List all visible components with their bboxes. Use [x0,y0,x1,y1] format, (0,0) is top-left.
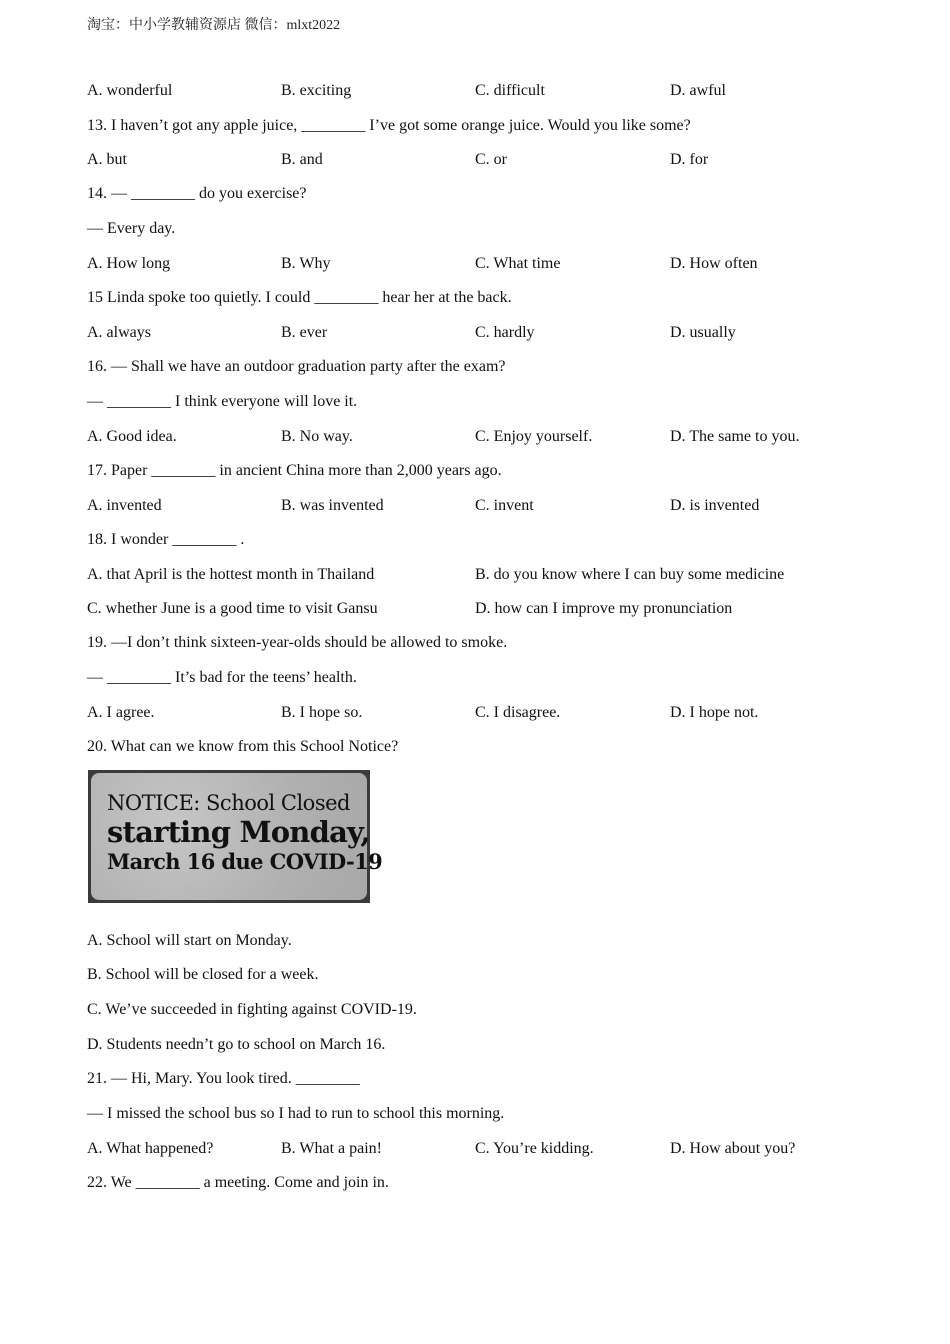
q19-option-a: A. I agree. [87,704,155,721]
school-notice-image [88,770,383,903]
q13-option-b: B. and [281,151,323,168]
q21-option-b: B. What a pain! [281,1140,383,1157]
q20-stem: 20. What can we know from this School Notice? [87,738,399,755]
q22-stem: 22. We ________ a meeting. Come and join in. [87,1174,389,1191]
q17-option-c: C. invent [475,497,534,514]
q14-stem: 14. — ________ do you exercise? [87,185,307,202]
q19-option-b: B. I hope so. [281,704,363,721]
q20-option-b: B. School will be closed for a week. [87,966,319,983]
q17-option-a: A. invented [87,497,162,514]
q19-stem: 19. —I don’t think sixteen-year-olds should be allowed to smoke. [87,634,508,651]
q13-option-a: A. but [87,151,127,168]
q20-option-d: D. Students needn’t go to school on March 16. [87,1036,386,1053]
notice-line-2: starting Monday, [107,815,370,849]
q16-option-a: A. Good idea. [87,428,177,445]
school-notice-panel [91,773,383,900]
notice-line-3: March 16 due COVID-19 [107,849,383,874]
q17-stem: 17. Paper ________ in ancient China more than 2,000 years ago. [87,462,502,479]
q15-option-b: B. ever [281,324,328,341]
q16-reply: — ________ I think everyone will love it. [87,393,358,410]
page-header: 淘宝：中小学教辅资源店 微信：mlxt2022 [87,18,341,33]
q21-stem: 21. — Hi, Mary. You look tired. ________ [87,1070,360,1087]
q14-reply: — Every day. [87,220,176,237]
q17-option-b: B. was invented [281,497,384,514]
q21-option-a: A. What happened? [87,1140,214,1157]
notice-line-1: NOTICE: School Closed [107,791,350,815]
q21-reply: — I missed the school bus so I had to run to school this morning. [87,1105,505,1122]
q19-option-c: C. I disagree. [475,704,561,721]
q15-option-a: A. always [87,324,151,341]
q12-option-a: A. wonderful [87,82,173,99]
q18-stem: 18. I wonder ________ . [87,531,245,548]
q13-option-c: C. or [475,151,507,168]
q18-option-a: A. that April is the hottest month in Thailand [87,566,375,583]
q17-option-d: D. is invented [670,497,760,514]
q16-option-b: B. No way. [281,428,353,445]
q12-option-d: D. awful [670,82,726,99]
q19-reply: — ________ It’s bad for the teens’ health. [87,669,357,686]
q13-option-d: D. for [670,151,709,168]
q18-option-d: D. how can I improve my pronunciation [475,600,733,617]
q18-option-c: C. whether June is a good time to visit Gansu [87,600,378,617]
q20-option-c: C. We’ve succeeded in fighting against COVID-19. [87,1001,417,1018]
q13-stem: 13. I haven’t got any apple juice, ________ I’ve got some orange juice. Would you like some? [87,117,691,134]
q15-option-d: D. usually [670,324,736,341]
q20-option-a: A. School will start on Monday. [87,932,292,949]
q14-option-d: D. How often [670,255,758,272]
q21-option-d: D. How about you? [670,1140,796,1157]
q14-option-b: B. Why [281,255,331,272]
q16-option-d: D. The same to you. [670,428,800,445]
q12-option-b: B. exciting [281,82,352,99]
q18-option-b: B. do you know where I can buy some medicine [475,566,785,583]
q14-option-a: A. How long [87,255,171,272]
q14-option-c: C. What time [475,255,561,272]
q19-option-d: D. I hope not. [670,704,759,721]
q15-option-c: C. hardly [475,324,535,341]
q15-stem: 15 Linda spoke too quietly. I could ________ hear her at the back. [87,289,512,306]
q16-stem: 16. — Shall we have an outdoor graduation party after the exam? [87,358,506,375]
q12-option-c: C. difficult [475,82,545,99]
q16-option-c: C. Enjoy yourself. [475,428,593,445]
q21-option-c: C. You’re kidding. [475,1140,594,1157]
